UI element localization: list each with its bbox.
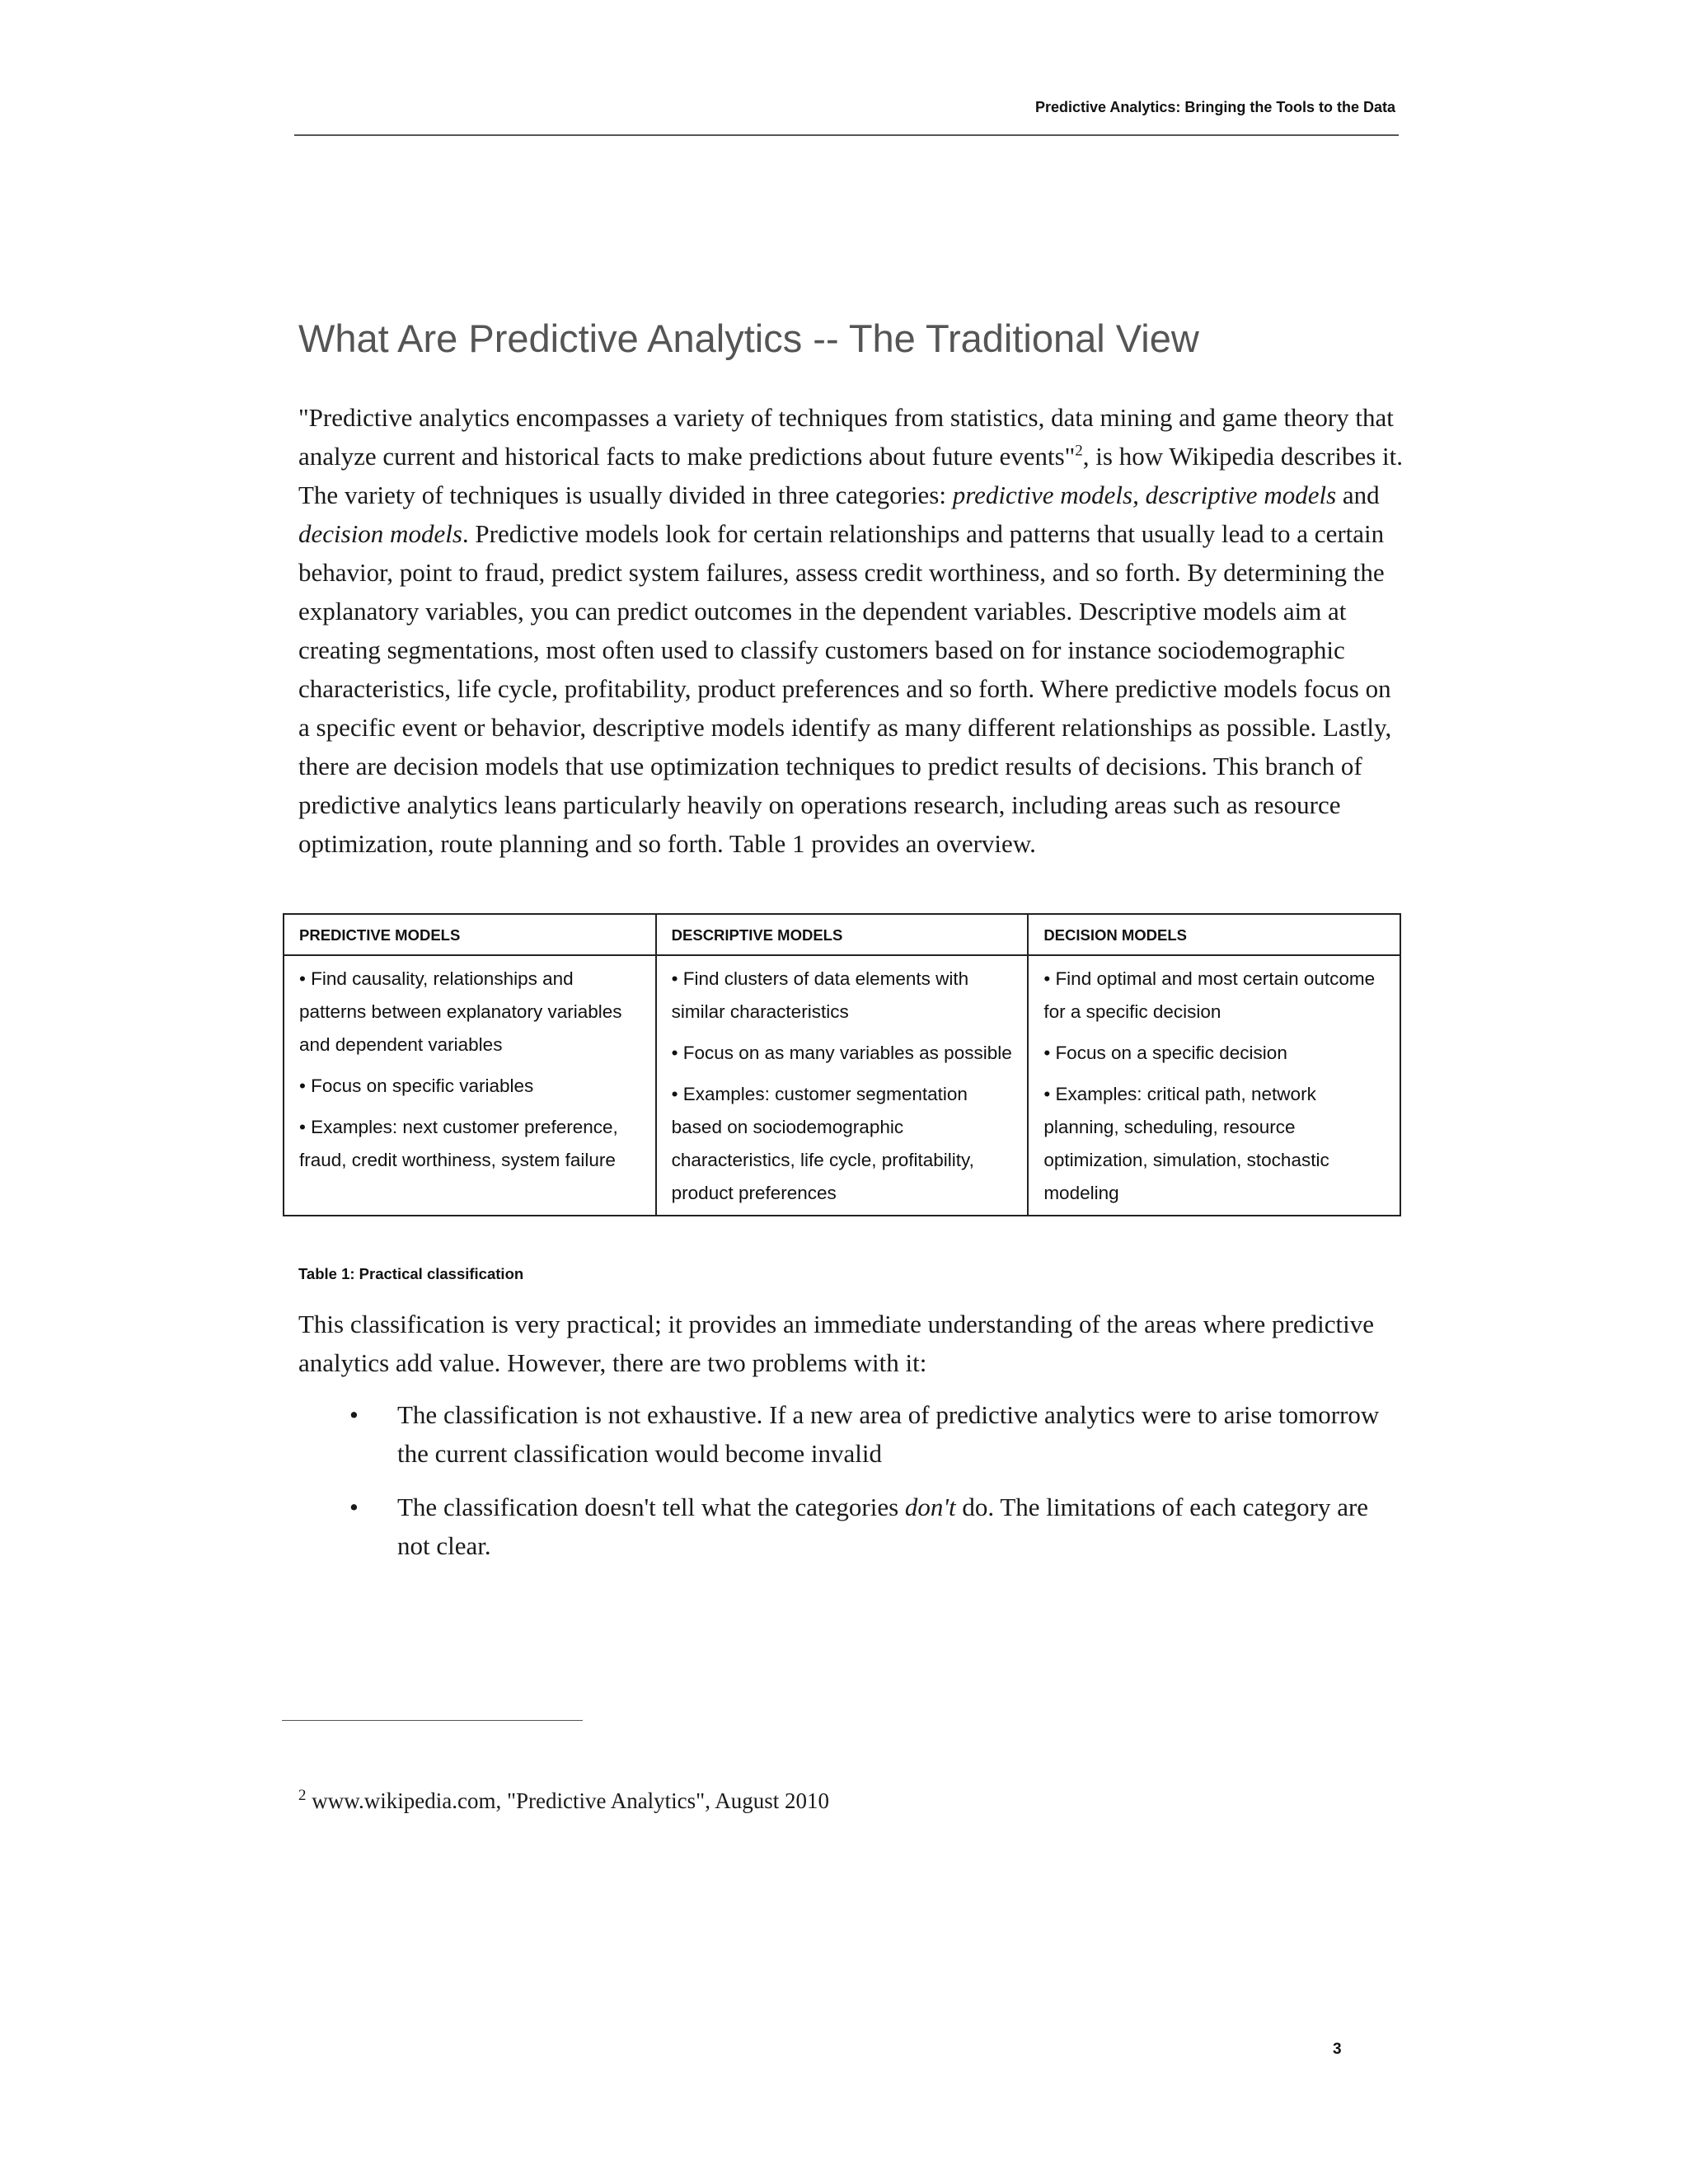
- footnote-text: www.wikipedia.com, "Predictive Analytics", August 2010: [306, 1788, 829, 1813]
- intro-text-rest: . Predictive models look for certain relationships and patterns that usually lead to a certain behavior, point to fraud, predict system failures, assess credit worthiness, and so forth. By determining the explanatory variables, you can predict outcomes in the dependent variables. Descriptive models aim at creating segmentations, most often used to classify customers based on for instance sociodemographic characteristics, life cycle, profitability, product preferences and so forth. Where predictive models focus on a specific event or behavior, descriptive models identify as many different relationships as possible. Lastly, there are decision models that use optimization techniques to predict results of decisions. This branch of predictive analytics leans particularly heavily on operations research, including areas such as resource optimization, route planning and so forth. Table 1 provides an overview.: [298, 519, 1392, 858]
- page-number: 3: [1333, 2041, 1342, 2058]
- list-item: [298, 1395, 1403, 1473]
- bullet-mark: •: [349, 1493, 359, 1521]
- classification-paragraph: This classification is very practical; it provides an immediate understanding of the areas where predictive analytics add value. However, there are two problems with it:: [298, 1310, 1374, 1377]
- cell-predictive-models: [284, 955, 656, 1216]
- list-item-text: The classification is not exhaustive. If a new area of predictive analytics were to arise tomorrow the current classification would become invalid: [397, 1400, 1380, 1468]
- cell-descriptive-models: [656, 955, 1029, 1216]
- conjunction: and: [1336, 480, 1380, 509]
- wikipedia-quote: "Predictive analytics encompasses a variety of techniques from statistics, data mining and game theory that analyze current and historical facts to make predictions about future events": [298, 403, 1394, 471]
- footnote-number: 2: [298, 1787, 307, 1804]
- table-caption: Table 1: Practical classification: [298, 1265, 524, 1282]
- header-predictive-models: PREDICTIVE MODELS: [284, 914, 656, 955]
- cell-decision-models: [1028, 955, 1400, 1216]
- emphasized-term-decision-models: decision models: [298, 519, 462, 548]
- cell-point: • Focus on a specific decision: [1043, 1043, 1287, 1063]
- list-item: [298, 1488, 1403, 1565]
- bullet-mark: •: [349, 1400, 359, 1429]
- intro-text: , is how Wikipedia describes it. The variety of techniques is usually divided in three categories:: [298, 442, 1403, 509]
- intro-paragraph: [298, 398, 1403, 863]
- cell-point: • Examples: next customer preference, fraud, credit worthiness, system failure: [299, 1117, 618, 1170]
- section-title: What Are Predictive Analytics -- The Traditional View: [298, 316, 1199, 360]
- emphasized-terms: predictive models, descriptive models: [952, 480, 1337, 509]
- header-divider: [294, 134, 1399, 136]
- table-header-row: [284, 914, 1400, 955]
- cell-point: • Find clusters of data elements with similar characteristics: [671, 968, 969, 1022]
- cell-point: • Find causality, relationships and patterns between explanatory variables and dependent variables: [299, 968, 622, 1055]
- list-item-text: The classification doesn't tell what the categories: [397, 1493, 905, 1521]
- cell-point: • Focus on as many variables as possible: [671, 1043, 1012, 1063]
- classification-table: [283, 913, 1401, 1216]
- cell-point: • Examples: critical path, network planning, scheduling, resource optimization, simulation, stochastic modeling: [1043, 1084, 1329, 1203]
- cell-point: • Find optimal and most certain outcome for a specific decision: [1043, 968, 1376, 1022]
- emphasized-word: don't: [904, 1493, 956, 1521]
- table-row: [284, 955, 1400, 1216]
- header-decision-models: DECISION MODELS: [1028, 914, 1400, 955]
- header-descriptive-models: DESCRIPTIVE MODELS: [656, 914, 1029, 955]
- running-header: Predictive Analytics: Bringing the Tools to the Data: [1034, 99, 1395, 115]
- cell-point: • Examples: customer segmentation based on sociodemographic characteristics, life cycle, profitability, product preferences: [671, 1084, 974, 1203]
- footnote: [298, 1788, 829, 1814]
- list-item-text-end: do. The limitations of each category are not clear.: [397, 1493, 1369, 1560]
- footnote-reference: 2: [1075, 442, 1083, 460]
- cell-point: • Focus on specific variables: [299, 1076, 534, 1096]
- problems-list: [298, 1395, 1403, 1580]
- footnote-divider: [282, 1720, 583, 1721]
